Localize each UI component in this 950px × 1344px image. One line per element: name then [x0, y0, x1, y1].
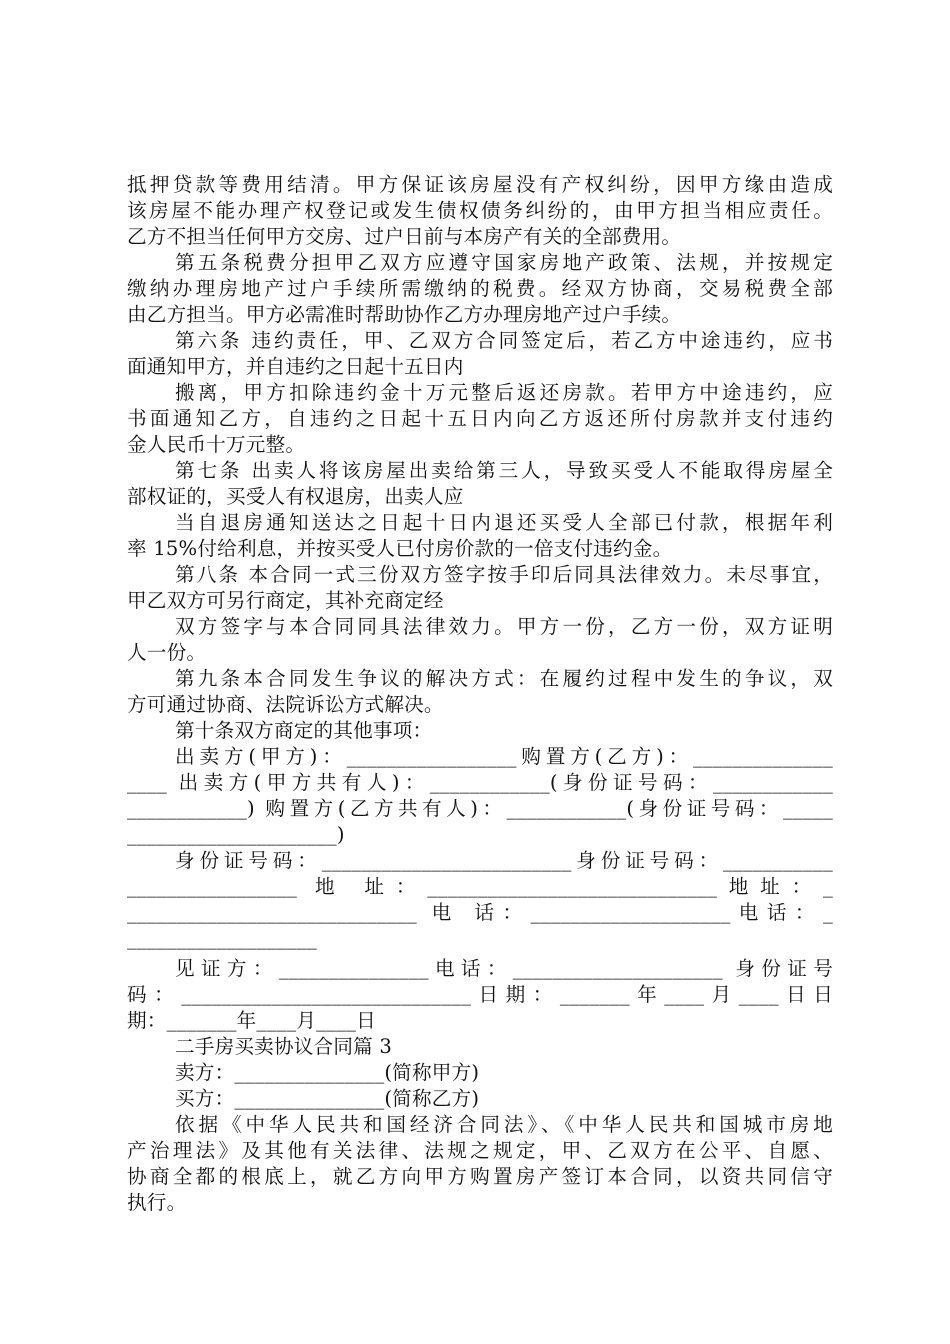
- text-line: 抵押贷款等费用结清。甲方保证该房屋没有产权纠纷，因甲方缘由造成: [127, 173, 833, 196]
- clause-5-heading-line: 第五条税费分担甲乙双方应遵守国家房地产政策、法规，并按规定: [175, 251, 833, 274]
- witness-fields-line: 码：_____________________________日期：_______年____月____日日: [127, 983, 833, 1006]
- text-line: 该房屋不能办理产权登记或发生债权债务纠纷的，由甲方担当相应责任。: [127, 199, 833, 222]
- text-line: 乙方不担当任何甲方交房、过户日前与本房产有关的全部费用。: [127, 225, 682, 248]
- seller-field-line: 卖方：_______________(简称甲方): [175, 1061, 480, 1084]
- section-title: 二手房买卖协议合同篇 3: [175, 1035, 393, 1058]
- text-line: 协商全都的根底上，就乙方向甲方购置房产签订本合同，以资共同信守: [127, 1165, 833, 1188]
- signature-fields-line: 出卖方(甲方)：_________________购置方(乙方)：______________: [175, 745, 833, 768]
- text-line: 执行。: [127, 1191, 187, 1214]
- text-line: 面通知甲方，并自违约之日起十五日内: [127, 355, 464, 378]
- document-body: [127, 172, 833, 1216]
- witness-fields-line: 期：_______年____月____日: [127, 1009, 376, 1032]
- witness-fields-line: 见证方：_______________电话：_____________________ 身份证号: [175, 957, 833, 980]
- text-line: 部权证的，买受人有权退房，出卖人应: [127, 485, 464, 508]
- clause-7-heading-line: 第七条 出卖人将该房屋出卖给第三人，导致买受人不能取得房屋全: [175, 459, 833, 482]
- buyer-field-line: 买方：_______________(简称乙方): [175, 1087, 480, 1110]
- text-line: 当自退房通知送达之日起十日内退还买受人全部已付款，根据年利: [175, 511, 833, 534]
- signature-fields-line: _____________________): [127, 823, 345, 846]
- text-line: 方可通过协商、法院诉讼方式解决。: [127, 693, 444, 716]
- text-line: 率 15%付给利息，并按买受人已付房价款的一倍支付违约金。: [127, 537, 673, 560]
- text-line: 金人民币十万元整。: [127, 433, 306, 456]
- text-line: 书面通知乙方，自违约之日起十五日内向乙方返还所付房款并支付违约: [127, 407, 833, 430]
- signature-fields-line: ____ 出卖方(甲方共有人)：____________(身份证号码：____________: [127, 771, 833, 794]
- text-line: 依据《中华人民共和国经济合同法》、《中华人民共和国城市房地: [175, 1113, 833, 1136]
- text-line: 缴纳办理房地产过户手续所需缴纳的税费。经双方协商，交易税费全部: [127, 277, 833, 300]
- text-line: 双方签字与本合同同具法律效力。甲方一份，乙方一份，双方证明: [175, 615, 833, 638]
- id-address-fields-line: _________________ 地 址：_____________________________地址：_: [127, 875, 833, 898]
- clause-6-heading-line: 第六条 违约责任，甲、乙双方合同签定后，若乙方中途违约，应书: [175, 329, 833, 352]
- clause-9-heading-line: 第九条本合同发生争议的解决方式：在履约过程中发生的争议，双: [175, 667, 833, 690]
- text-line: 人一份。: [127, 641, 207, 664]
- text-line: 产治理法》及其他有关法律、法规之规定，甲、乙双方在公平、自愿、: [127, 1139, 833, 1162]
- id-address-fields-line: _____________________________ 电 话：____________________电话：_: [127, 901, 833, 924]
- signature-fields-line: ____________) 购置方(乙方共有人)：____________(身份证号码：_____: [127, 797, 833, 820]
- text-line: 搬离，甲方扣除违约金十万元整后返还房款。若甲方中途违约，应: [175, 381, 833, 404]
- clause-8-heading-line: 第八条 本合同一式三份双方签字按手印后同具法律效力。未尽事宜，: [175, 563, 833, 586]
- text-line: 甲乙双方可另行商定，其补充商定经: [127, 589, 444, 612]
- id-address-fields-line: 身份证号码：_________________________身份证号码：___________: [175, 849, 833, 872]
- text-line: 由乙方担当。甲方必需准时帮助协作乙方办理房地产过户手续。: [127, 303, 682, 326]
- clause-10-heading-line: 第十条双方商定的其他事项：: [175, 719, 433, 742]
- id-address-fields-line: ___________________: [127, 927, 317, 950]
